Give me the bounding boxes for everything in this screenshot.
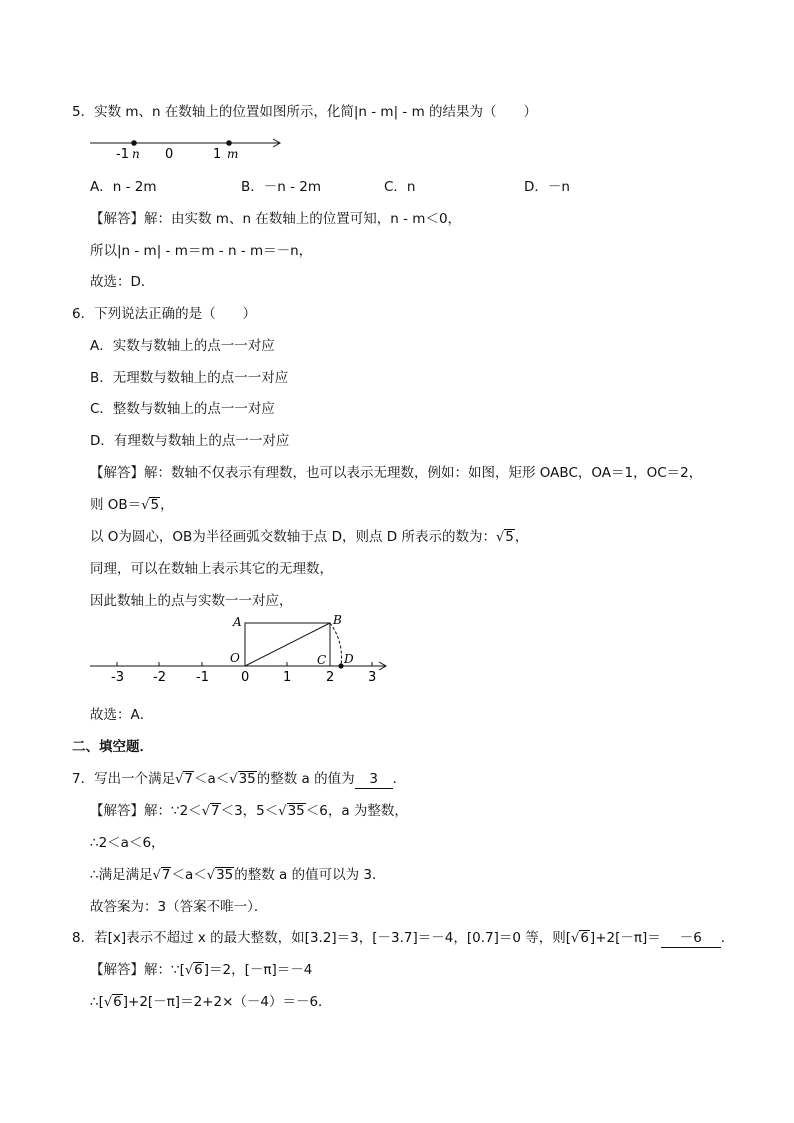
q6-answer: 故选：A． <box>90 707 154 723</box>
q5-label-m: m <box>227 147 239 161</box>
tick-neg1: -1 <box>196 670 209 685</box>
q7-solution-4: 故答案为：3（答案不唯一）． <box>90 899 268 915</box>
q6-solution-3: 以 O为圆心，OB为半径画弧交数轴于点 D，则点 D 所表示的数为：√5， <box>90 529 529 545</box>
q8-solution-1: 【解答】解：∵[√6]＝2，[－π]＝－4 <box>90 962 313 978</box>
sqrt-symbol: √35 <box>278 803 305 819</box>
q5-stem: 5．实数 m、n 在数轴上的位置如图所示，化简|n - m| - m 的结果为（ ） <box>72 104 538 120</box>
arc-bd <box>330 623 342 666</box>
q6-solution-1: 【解答】解：数轴不仅表示有理数，也可以表示无理数，例如：如图，矩形 OABC，OA＝1，OC＝2， <box>90 465 703 481</box>
q5-option-b: B．－n - 2m <box>241 179 322 195</box>
q6-option-a: A．实数与数轴上的点一一对应 <box>90 338 275 354</box>
q8-stem: 8．若[x]表示不超过 x 的最大整数，如[3.2]＝3，[－3.7]＝－4，[0.7]＝0 等，则[√6]+2[－π]＝ －6 ． <box>72 930 735 946</box>
q5-solution-2: 所以|n - m| - m＝m - n - m＝－n， <box>90 243 313 259</box>
sqrt-symbol: √6 <box>103 994 122 1010</box>
q6-solution-2: 则 OB＝√5， <box>90 497 174 513</box>
sqrt-symbol: √35 <box>229 771 256 787</box>
q5-tick-0: 0 <box>165 147 174 162</box>
q5-option-c: C．n <box>384 179 416 195</box>
tick-neg3: -3 <box>111 670 124 685</box>
q6-solution-4: 同理，可以在数轴上表示其它的无理数， <box>90 561 333 577</box>
sqrt-symbol: √6 <box>571 930 589 946</box>
q5-point-n <box>131 140 137 146</box>
q5-tick-1: 1 <box>213 147 222 162</box>
section-heading-fill-in: 二、填空题． <box>72 739 153 755</box>
q5-solution-3: 故选：D． <box>90 274 155 290</box>
q6-rectangle-figure <box>86 610 396 688</box>
q8-solution-2: ∴[√6]+2[－π]＝2+2×（－4）＝－6． <box>90 994 332 1010</box>
point-d <box>338 663 343 668</box>
tick-0: 0 <box>241 670 250 685</box>
sqrt-symbol: √7 <box>175 771 193 787</box>
q5-number-line <box>88 132 288 162</box>
tick-3: 3 <box>368 670 377 685</box>
sqrt-symbol: √5 <box>141 497 160 513</box>
q5-option-a: A．n - 2m <box>90 179 157 195</box>
label-a: A <box>233 615 242 629</box>
q5-point-m <box>226 140 232 146</box>
sqrt-symbol: √6 <box>184 962 203 978</box>
sqrt-symbol: √5 <box>495 529 514 545</box>
q6-option-b: B．无理数与数轴上的点一一对应 <box>90 370 289 386</box>
q6-option-d: D．有理数与数轴上的点一一对应 <box>90 433 290 449</box>
q7-stem: 7．写出一个满足√7＜a＜√35的整数 a 的值为 3 ． <box>72 771 407 787</box>
label-o: O <box>230 651 240 665</box>
q5-tick-neg1: -1 <box>116 147 129 162</box>
q6-stem: 6．下列说法正确的是（ ） <box>72 306 257 322</box>
q5-solution-1: 【解答】解：由实数 m、n 在数轴上的位置可知，n - m＜0， <box>90 211 462 227</box>
q7-answer-blank: 3 <box>355 770 393 789</box>
q8-answer-blank: －6 <box>661 929 721 948</box>
q7-solution-3: ∴满足满足√7＜a＜√35的整数 a 的值可以为 3． <box>90 867 386 883</box>
label-d: D <box>344 652 354 666</box>
q7-solution-2: ∴2＜a＜6， <box>90 835 165 851</box>
q7-solution-1: 【解答】解：∵2＜√7＜3，5＜√35＜6，a 为整数， <box>90 803 408 819</box>
sqrt-symbol: √7 <box>152 867 171 883</box>
tick-1: 1 <box>283 670 292 685</box>
label-c: C <box>317 653 327 667</box>
sqrt-symbol: √7 <box>201 803 220 819</box>
label-b: B <box>333 613 342 627</box>
q5-label-n: n <box>132 147 140 161</box>
tick-neg2: -2 <box>153 670 166 685</box>
tick-2: 2 <box>326 670 335 685</box>
q6-option-c: C．整数与数轴上的点一一对应 <box>90 401 275 417</box>
sqrt-symbol: √35 <box>206 867 234 883</box>
q5-option-d: D．－n <box>524 179 570 195</box>
q6-solution-5: 因此数轴上的点与实数一一对应， <box>90 593 293 609</box>
